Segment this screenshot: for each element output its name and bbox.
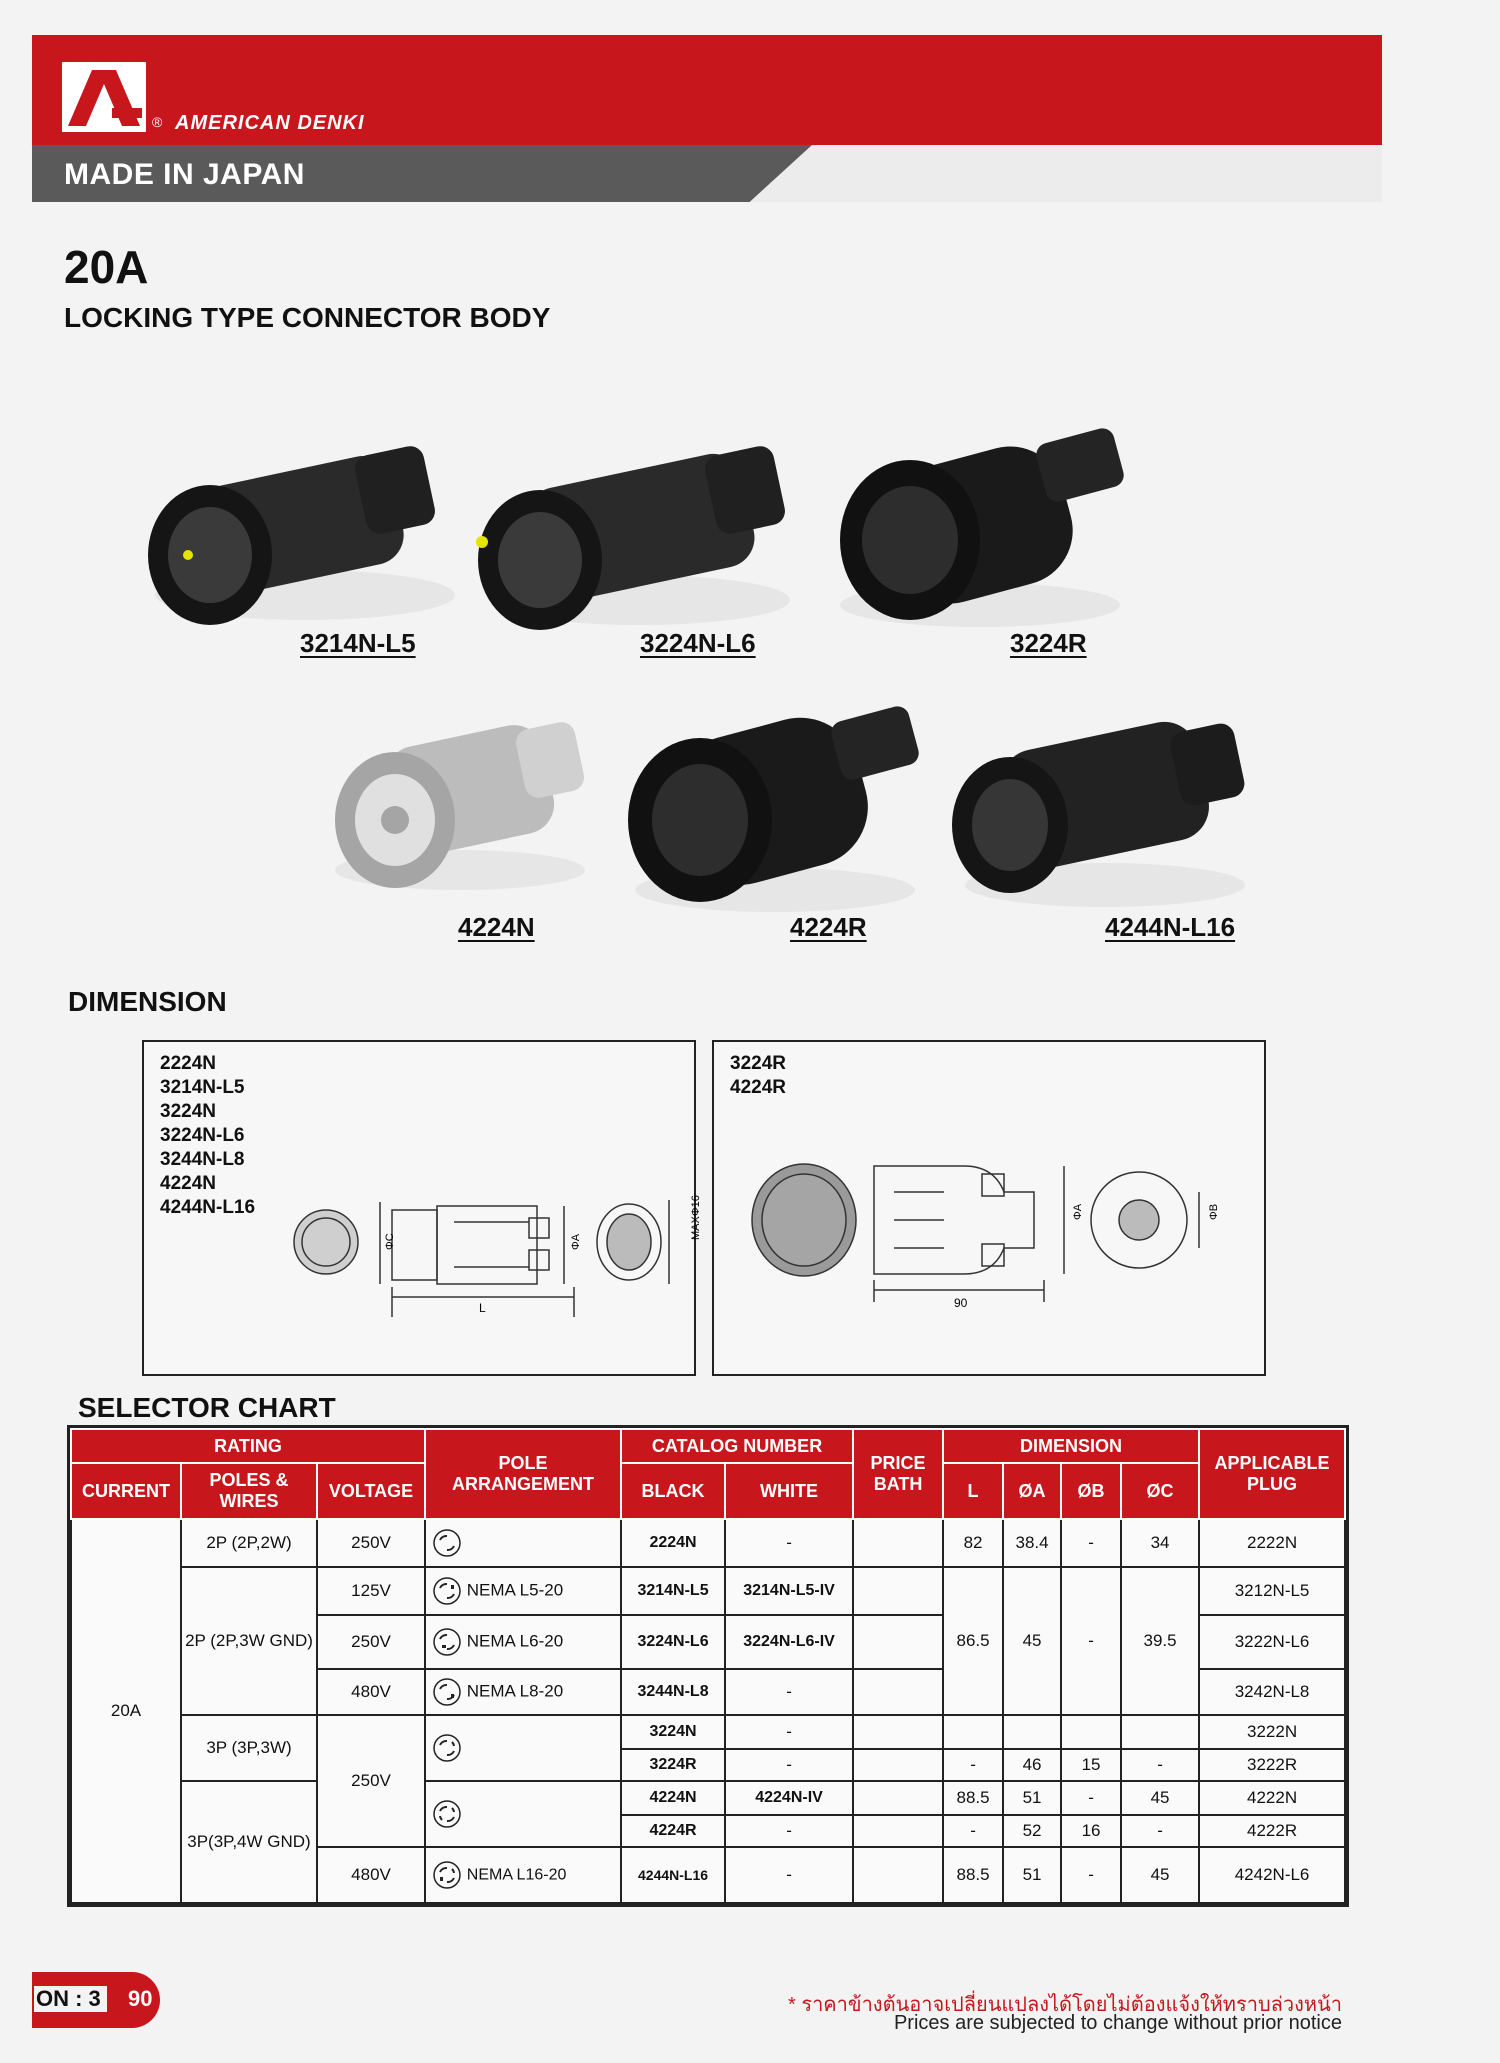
cell-black: 2224N (621, 1519, 725, 1567)
footnote-english: Prices are subjected to change without prior notice (893, 2012, 1342, 2034)
dim-label-phi-b: ΦB (1208, 1203, 1220, 1220)
cell-plug: 4242N-L6 (1199, 1847, 1345, 1903)
product-image-4224r (625, 705, 945, 925)
dim-label-max: MAXΦ16 (690, 1195, 702, 1240)
cell-c: - (1121, 1749, 1199, 1781)
cell-black: 4224R (621, 1815, 725, 1847)
dimension-heading: DIMENSION (68, 986, 227, 1017)
cell-white: - (725, 1669, 853, 1715)
cell-c: - (1121, 1815, 1199, 1847)
cell-poles: 3P (3P,3W) (181, 1715, 317, 1781)
cell-price (853, 1847, 943, 1903)
nema-label: NEMA L8-20 (466, 1681, 564, 1701)
cell-black: 4224N (621, 1781, 725, 1815)
cell-black: 4244N-L16 (621, 1847, 725, 1903)
product-image-4244n-l16 (945, 705, 1265, 920)
page-title: 20A (64, 241, 149, 293)
product-label-4244n-l16: 4244N-L16 (1105, 912, 1236, 942)
cell-white: - (725, 1847, 853, 1903)
cell-white: 3214N-L5-IV (725, 1567, 853, 1615)
cell-a: 51 (1003, 1781, 1061, 1815)
nema-label: NEMA L6-20 (466, 1631, 564, 1651)
cell-l: 88.5 (943, 1781, 1003, 1815)
nema-label: NEMA L5-20 (466, 1580, 564, 1600)
product-label-3224n-l6: 3224N-L6 (640, 628, 756, 658)
cell-a: 38.4 (1003, 1519, 1061, 1567)
cell-voltage: 250V (317, 1519, 425, 1567)
cell-c: 45 (1121, 1847, 1199, 1903)
made-in-label: MADE IN JAPAN (64, 158, 305, 191)
cell-pole-arrangement (425, 1669, 621, 1715)
pole-nema-l5-icon (432, 1576, 462, 1606)
section-label: ON : 3 (34, 1986, 107, 2012)
cell-black: 3244N-L8 (621, 1669, 725, 1715)
cell-b: - (1061, 1781, 1121, 1815)
cell-pole-arrangement (425, 1847, 621, 1903)
pole-nema-l8-icon (432, 1677, 462, 1707)
pole-2p-icon (432, 1528, 462, 1558)
dim-label-phi-a-right: ΦA (1072, 1203, 1084, 1220)
cell-voltage: 250V (317, 1615, 425, 1669)
cell-a (1003, 1715, 1061, 1749)
cell-c-merged: 39.5 (1121, 1567, 1199, 1715)
header-dimension: DIMENSION (943, 1429, 1199, 1463)
table-row (71, 1519, 1345, 1567)
cell-price (853, 1781, 943, 1815)
cell-black: 3224R (621, 1749, 725, 1781)
header-rating: RATING (71, 1429, 425, 1463)
cell-price (853, 1519, 943, 1567)
brand-name: AMERICAN DENKI (175, 112, 365, 134)
cell-voltage: 250V (317, 1715, 425, 1847)
cell-a-merged: 45 (1003, 1567, 1061, 1715)
dimension-model-list-right (730, 1052, 786, 1100)
cell-l: 88.5 (943, 1847, 1003, 1903)
header-applicable-plug: APPLICABLE PLUG (1199, 1429, 1345, 1519)
dimension-model-list-left (160, 1052, 255, 1220)
cell-plug: 3242N-L8 (1199, 1669, 1345, 1715)
dimension-model: 4224R (730, 1077, 786, 1098)
cell-pole-arrangement (425, 1615, 621, 1669)
header-price: PRICE BATH (853, 1429, 943, 1519)
dim-label-l: L (479, 1301, 486, 1315)
cell-c: 34 (1121, 1519, 1199, 1567)
header-pole-arrangement: POLE ARRANGEMENT (425, 1429, 621, 1519)
cell-a: 46 (1003, 1749, 1061, 1781)
cell-voltage: 125V (317, 1567, 425, 1615)
cell-b: 16 (1061, 1815, 1121, 1847)
cell-white: - (725, 1749, 853, 1781)
pole-3p-icon (432, 1733, 462, 1763)
dim-label-phi-a: ΦA (570, 1233, 582, 1250)
cell-a: 51 (1003, 1847, 1061, 1903)
cell-price (853, 1615, 943, 1669)
cell-pole-arrangement (425, 1519, 621, 1567)
table-row (71, 1715, 1345, 1749)
cell-c (1121, 1715, 1199, 1749)
product-image-3224n-l6 (460, 430, 810, 645)
cell-price (853, 1567, 943, 1615)
selector-table (70, 1428, 1346, 1904)
cell-l-merged: 86.5 (943, 1567, 1003, 1715)
page-subtitle: LOCKING TYPE CONNECTOR BODY (64, 302, 551, 333)
dimension-drawing-right (744, 1152, 1244, 1342)
header-black: BLACK (621, 1463, 725, 1519)
cell-pole-arrangement (425, 1781, 621, 1847)
cell-plug: 3222N-L6 (1199, 1615, 1345, 1669)
cell-voltage: 480V (317, 1847, 425, 1903)
selector-heading: SELECTOR CHART (78, 1392, 336, 1423)
pole-4p-icon (432, 1799, 462, 1829)
cell-white: 3224N-L6-IV (725, 1615, 853, 1669)
header-current: CURRENT (71, 1463, 181, 1519)
page-number: 90 (128, 1986, 153, 2011)
cell-black: 3214N-L5 (621, 1567, 725, 1615)
cell-plug: 3212N-L5 (1199, 1567, 1345, 1615)
cell-poles: 3P(3P,4W GND) (181, 1781, 317, 1903)
cell-b: - (1061, 1519, 1121, 1567)
cell-plug: 4222N (1199, 1781, 1345, 1815)
dim-label-phi-c: ΦC (384, 1233, 396, 1250)
cell-white: - (725, 1715, 853, 1749)
header-poles-wires: POLES & WIRES (181, 1463, 317, 1519)
dimension-box-left (142, 1040, 702, 1376)
dimension-model: 4244N-L16 (160, 1197, 256, 1218)
cell-b: 15 (1061, 1749, 1121, 1781)
cell-price (853, 1815, 943, 1847)
cell-b-merged: - (1061, 1567, 1121, 1715)
header-b: ØB (1061, 1463, 1121, 1519)
header-l: L (943, 1463, 1003, 1519)
cell-current: 20A (71, 1519, 181, 1903)
cell-l: - (943, 1749, 1003, 1781)
cell-poles: 2P (2P,3W GND) (181, 1567, 317, 1715)
header-catalog-number: CATALOG NUMBER (621, 1429, 853, 1463)
cell-l: - (943, 1815, 1003, 1847)
table-row (71, 1567, 1345, 1615)
cell-plug: 2222N (1199, 1519, 1345, 1567)
dimension-model: 3244N-L8 (160, 1149, 245, 1170)
cell-l (943, 1715, 1003, 1749)
pole-nema-l16-icon (432, 1860, 462, 1890)
cell-poles: 2P (2P,2W) (181, 1519, 317, 1567)
cell-black: 3224N (621, 1715, 725, 1749)
product-label-4224n: 4224N (458, 912, 535, 942)
cell-l: 82 (943, 1519, 1003, 1567)
product-label-3214n-l5: 3214N-L5 (300, 628, 416, 658)
registered-mark: ® (152, 114, 163, 130)
dimension-drawing-left (284, 1122, 702, 1322)
cell-white: 4224N-IV (725, 1781, 853, 1815)
dimension-model: 3214N-L5 (160, 1077, 245, 1098)
cell-voltage: 480V (317, 1669, 425, 1715)
cell-pole-arrangement (425, 1715, 621, 1781)
dimension-model: 4224N (160, 1173, 216, 1194)
dim-label-90: 90 (954, 1296, 968, 1310)
cell-a: 52 (1003, 1815, 1061, 1847)
product-image-3214n-l5 (130, 430, 460, 645)
cell-price (853, 1669, 943, 1715)
brand-logo (62, 62, 146, 132)
product-image-3224r (830, 425, 1170, 650)
header-a: ØA (1003, 1463, 1061, 1519)
cell-white: - (725, 1815, 853, 1847)
cell-plug: 4222R (1199, 1815, 1345, 1847)
dimension-model: 3224R (730, 1053, 786, 1074)
cell-b: - (1061, 1847, 1121, 1903)
dimension-model: 3224N (160, 1101, 216, 1122)
cell-c: 45 (1121, 1781, 1199, 1815)
pole-nema-l6-icon (432, 1627, 462, 1657)
cell-plug: 3222R (1199, 1749, 1345, 1781)
cell-price (853, 1715, 943, 1749)
product-label-4224r: 4224R (790, 912, 867, 942)
cell-b (1061, 1715, 1121, 1749)
header-c: ØC (1121, 1463, 1199, 1519)
nema-label: NEMA L16-20 (466, 1866, 567, 1884)
dimension-model: 3224N-L6 (160, 1125, 245, 1146)
dimension-box-right (712, 1040, 1266, 1376)
product-label-3224r: 3224R (1010, 628, 1087, 658)
product-image-4224n (320, 710, 590, 905)
cell-pole-arrangement (425, 1567, 621, 1615)
cell-price (853, 1749, 943, 1781)
table-row (71, 1781, 1345, 1815)
dimension-model: 2224N (160, 1053, 216, 1074)
cell-plug: 3222N (1199, 1715, 1345, 1749)
header-voltage: VOLTAGE (317, 1463, 425, 1519)
header-white: WHITE (725, 1463, 853, 1519)
footnote-thai: * ราคาข้างต้นอาจเปลี่ยนแปลงได้โดยไม่ต้องแจ้งให้ทราบล่วงหน้า (787, 1994, 1342, 2016)
cell-white: - (725, 1519, 853, 1567)
cell-black: 3224N-L6 (621, 1615, 725, 1669)
